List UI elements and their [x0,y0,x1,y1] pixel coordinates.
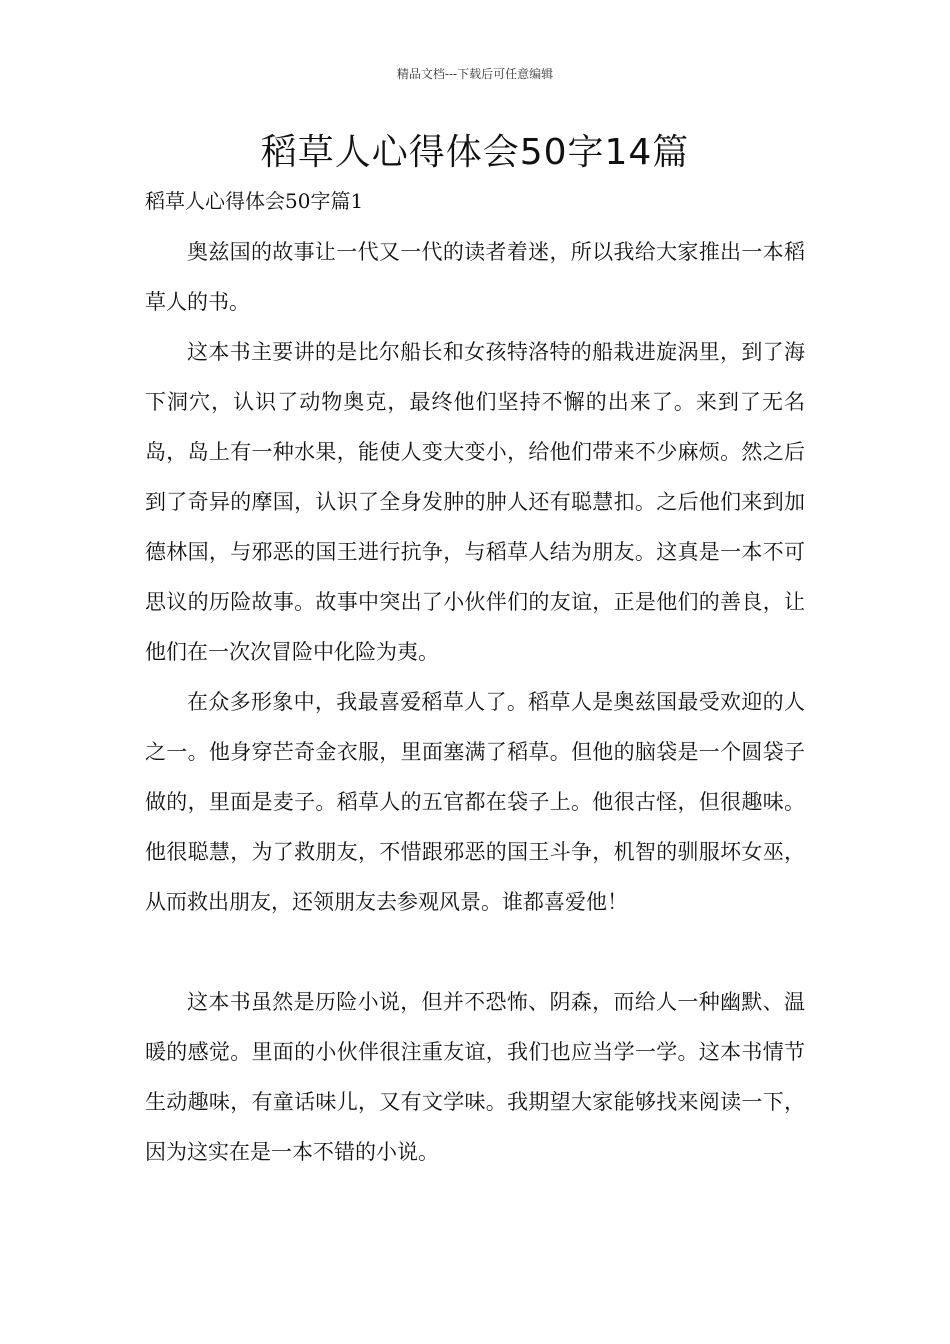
paragraph: 这本书虽然是历险小说，但并不恐怖、阴森，而给人一种幽默、温暖的感觉。里面的小伙伴很注重友谊，我们也应当学一学。这本书情节生动趣味，有童话味儿，又有文学味。我期望大家能够找来阅读一下，因为这实在是一本不错的小说。 [145,990,805,1164]
paragraph-block-1 [145,227,805,327]
section-heading: 稻草人心得体会50字篇1 [145,189,364,213]
paragraph: 奥兹国的故事让一代又一代的读者着迷，所以我给大家推出一本稻草人的书。 [145,240,805,314]
document-title: 稻草人心得体会50字14篇 [260,132,690,173]
paragraph: 这本书主要讲的是比尔船长和女孩特洛特的船栽进旋涡里，到了海下洞穴，认识了动物奥克，最终他们坚持不懈的出来了。来到了无名岛，岛上有一种水果，能使人变大变小，给他们带来不少麻烦。然之后到了奇异的摩国，认识了全身发肿的肿人还有聪慧扣。之后他们来到加德林国，与邪恶的国王进行抗争，与稻草人结为朋友。这真是一本不可思议的历险故事。故事中突出了小伙伴们的友谊，正是他们的善良，让他们在一次次冒险中化险为夷。 [145,340,805,664]
paragraph-block-3 [145,677,805,927]
paragraph-block-4 [145,977,805,1177]
paragraph-block-2 [145,327,805,677]
header-note: 精品文档---下载后可任意编辑 [396,67,554,81]
paragraph: 在众多形象中，我最喜爱稻草人了。稻草人是奥兹国最受欢迎的人之一。他身穿芒奇金衣服，里面塞满了稻草。但他的脑袋是一个圆袋子做的，里面是麦子。稻草人的五官都在袋子上。他很古怪，但很趣味。他很聪慧，为了救朋友，不惜跟邪恶的国王斗争，机智的驯服坏女巫，从而救出朋友，还领朋友去参观风景。谁都喜爱他！ [145,690,805,914]
